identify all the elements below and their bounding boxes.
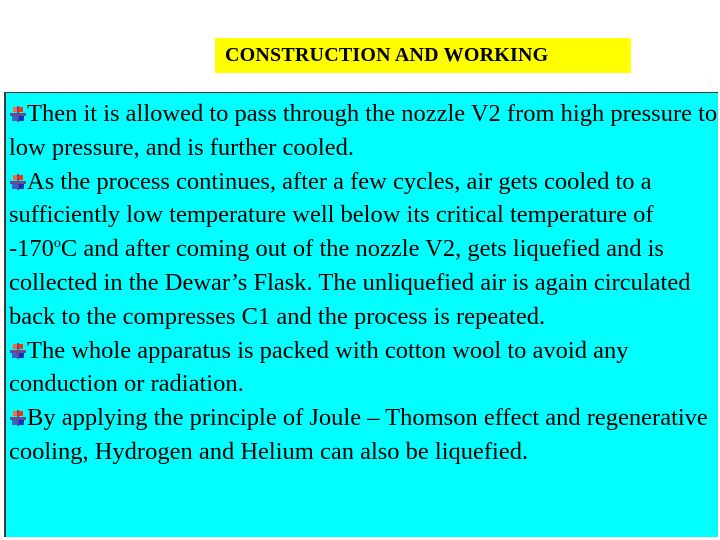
bullet-paragraph-2: [9, 165, 718, 334]
bullet-paragraph-4: [9, 401, 718, 469]
degree-superscript: o: [53, 236, 61, 252]
bullet-paragraph-3: [9, 334, 718, 402]
paragraph-text: The whole apparatus is packed with cotton wool to avoid any conduction or radiation.: [9, 336, 629, 398]
flask-bullet-icon: [9, 409, 27, 427]
flask-bullet-icon: [9, 342, 27, 360]
flask-bullet-icon: [9, 173, 27, 191]
paragraph-text-before-superscript: As the process continues, after a few cycles, air gets cooled to a sufficiently low temperature well below its critical temperature of -170: [9, 167, 654, 263]
slide-title: CONSTRUCTION AND WORKING: [225, 44, 549, 66]
flask-bullet-icon: [9, 105, 27, 123]
paragraph-text-after-superscript: C and after coming out of the nozzle V2, gets liquefied and is collected in the Dewar’s Flask. The unliquefied air is again circulated back to the compresses C1 and the process is repeated.: [9, 235, 691, 330]
paragraph-text: Then it is allowed to pass through the nozzle V2 from high pressure to low pressure, and is further cooled.: [9, 100, 718, 161]
content-panel: [4, 92, 718, 537]
paragraph-text: By applying the principle of Joule – Thomson effect and regenerative cooling, Hydrogen and Helium can also be liquefied.: [9, 404, 708, 465]
slide-title-box: [215, 38, 631, 73]
bullet-paragraph-1: [9, 97, 718, 165]
